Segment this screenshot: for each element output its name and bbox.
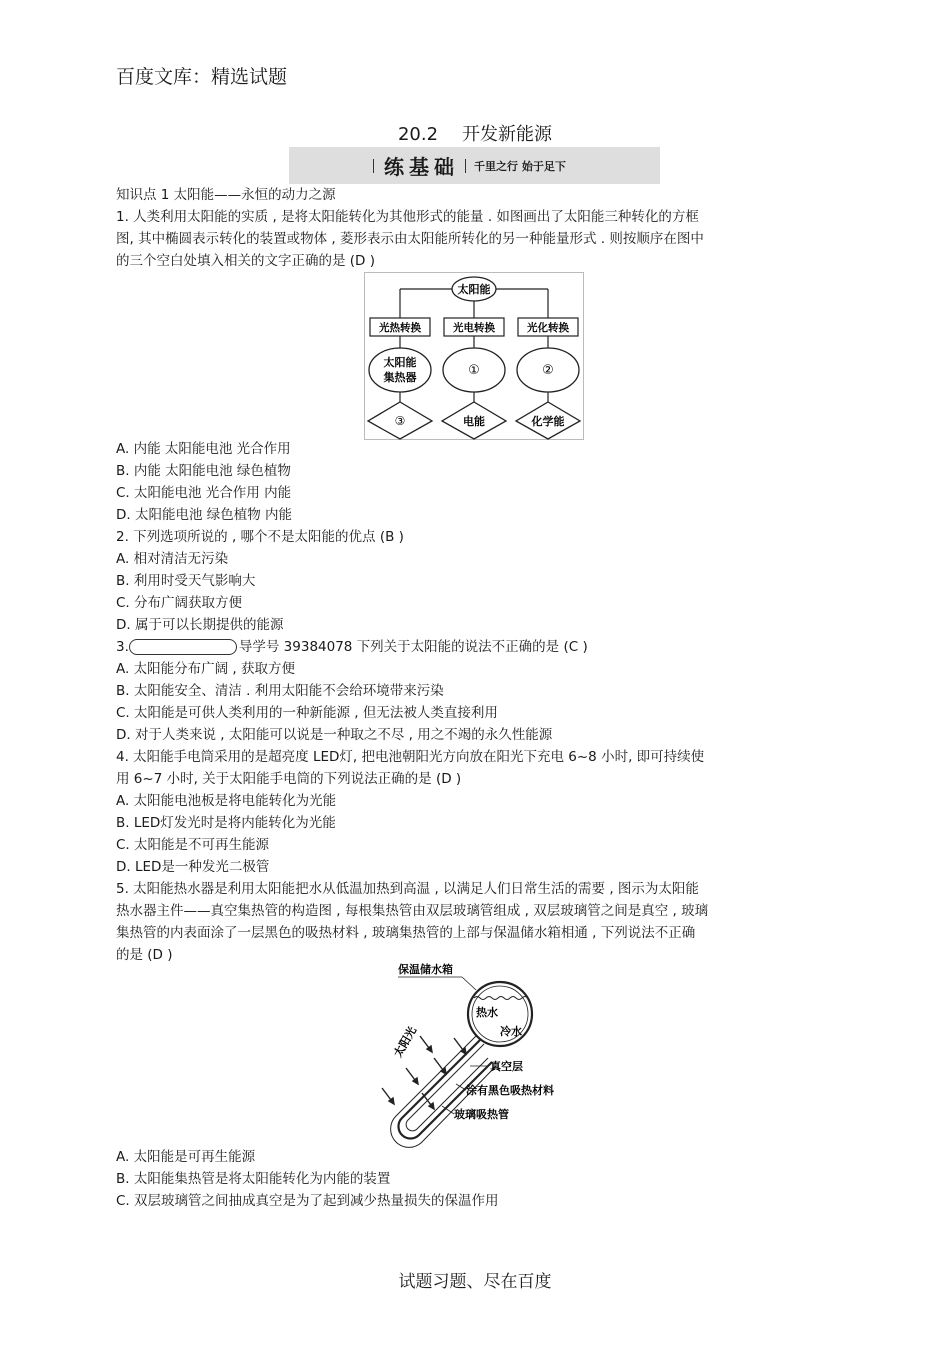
label-vacuum-layer: 真空层 (490, 1060, 523, 1073)
label-tank: 保温储水箱 (398, 963, 453, 976)
section-number: 20.2 (397, 124, 439, 145)
q4-option-c: C. 太阳能是不可再生能源 (116, 837, 270, 853)
q5-line1: 5. 太阳能热水器是利用太阳能把水从低温加热到高温 , 以满足人们日常生活的需要 , 图示为太阳能 (116, 881, 699, 897)
label-cold-water: 冷水 (500, 1025, 522, 1038)
q1-option-b: B. 内能 太阳能电池 绿色植物 (116, 463, 291, 479)
ellipse-blank-2: ② (542, 363, 554, 378)
diamond-blank-3: ③ (394, 414, 406, 428)
guide-number-badge (129, 639, 237, 655)
page-footer: 试题习题、尽在百度 (398, 1272, 552, 1292)
q1-option-c: C. 太阳能电池 光合作用 内能 (116, 485, 292, 501)
q3-option-b: B. 太阳能安全、清洁 . 利用太阳能不会给环境带来污染 (116, 683, 444, 699)
q1-option-d: D. 太阳能电池 绿色植物 内能 (116, 507, 293, 523)
q2-stem: 2. 下列选项所说的 , 哪个不是太阳能的优点 (B ) (116, 529, 404, 545)
q4-line1: 4. 太阳能手电筒采用的是超亮度 LED灯, 把电池朝阳光方向放在阳光下充电 6~8 小时, 即可持续使 (116, 749, 705, 765)
label-glass-tube: 玻璃吸热管 (454, 1108, 509, 1121)
q5-line3: 集热管的内表面涂了一层黑色的吸热材料 , 玻璃集热管的上部与保温储水箱相通 , 下列说法不正确 (116, 925, 696, 941)
q2-option-b: B. 利用时受天气影响大 (116, 573, 256, 589)
ellipse-blank-1: ① (468, 363, 480, 378)
q1-line3: 的三个空白处填入相关的文字正确的是 (D ) (116, 253, 376, 269)
label-sunlight: 太阳光 (391, 1024, 420, 1060)
page-header: 百度文库：精选试题 (116, 66, 288, 88)
diagram-top-label: 太阳能 (457, 283, 491, 296)
q3-stem-line (116, 638, 588, 656)
q3-number: 3. (116, 639, 129, 655)
section-title (0, 120, 950, 146)
vacuum-tube-diagram (372, 958, 572, 1148)
q5-option-b: B. 太阳能集热管是将太阳能转化为内能的装置 (116, 1171, 391, 1187)
q5-line2: 热水器主件——真空集热管的构造图 , 每根集热管由双层玻璃管组成 , 双层玻璃管之间是真空 , 玻璃 (116, 903, 709, 919)
q1-line2: 图, 其中椭圆表示转化的装置或物体 , 菱形表示由太阳能所转化的另一种能量形式 . 则按顺序在图中 (116, 231, 704, 247)
diamond-chemical: 化学能 (531, 415, 565, 428)
q3-option-a: A. 太阳能分布广阔 , 获取方便 (116, 661, 295, 677)
box-light-electric: 光电转换 (453, 322, 495, 334)
practice-banner (289, 147, 660, 184)
label-hot-water: 热水 (476, 1006, 498, 1019)
q2-option-a: A. 相对清洁无污染 (116, 551, 229, 567)
q5-option-a: A. 太阳能是可再生能源 (116, 1149, 256, 1165)
label-black-coating: 涂有黑色吸热材料 (466, 1084, 554, 1097)
q2-option-d: D. 属于可以长期提供的能源 (116, 617, 284, 633)
q4-option-d: D. LED是一种发光二极管 (116, 859, 270, 875)
box-light-chemical: 光化转换 (527, 322, 569, 334)
q4-option-b: B. LED灯发光时是将内能转化为光能 (116, 815, 336, 831)
q3-option-d: D. 对于人类来说 , 太阳能可以说是一种取之不尽 , 用之不竭的永久性能源 (116, 727, 553, 743)
q4-line2: 用 6~7 小时, 关于太阳能手电筒的下列说法正确的是 (D ) (116, 771, 462, 787)
solar-conversion-diagram (364, 272, 584, 440)
diamond-electric: 电能 (463, 415, 485, 428)
knowledge-point: 知识点 1 太阳能——永恒的动力之源 (116, 187, 336, 203)
q3-option-c: C. 太阳能是可供人类利用的一种新能源 , 但无法被人类直接利用 (116, 705, 498, 721)
q1-option-a: A. 内能 太阳能电池 光合作用 (116, 441, 291, 457)
section-heading: 开发新能源 (462, 124, 553, 145)
q1-line1: 1. 人类利用太阳能的实质 , 是将太阳能转化为其他形式的能量 . 如图画出了太阳能三种转化的方框 (116, 209, 699, 225)
banner-sub: 千里之行 始于足下 (474, 159, 566, 173)
ellipse-collector-2: 集热器 (383, 371, 417, 384)
q4-option-a: A. 太阳能电池板是将电能转化为光能 (116, 793, 337, 809)
ellipse-collector-1: 太阳能 (383, 356, 417, 369)
q5-option-c: C. 双层玻璃管之间抽成真空是为了起到减少热量损失的保温作用 (116, 1193, 499, 1209)
box-light-heat: 光热转换 (379, 322, 421, 334)
banner-main: 练基础 (384, 155, 459, 179)
q2-option-c: C. 分布广阔获取方便 (116, 595, 243, 611)
q3-stem: 导学号 39384078 下列关于太阳能的说法不正确的是 (C ) (238, 639, 588, 655)
q5-line4: 的是 (D ) (116, 947, 173, 963)
